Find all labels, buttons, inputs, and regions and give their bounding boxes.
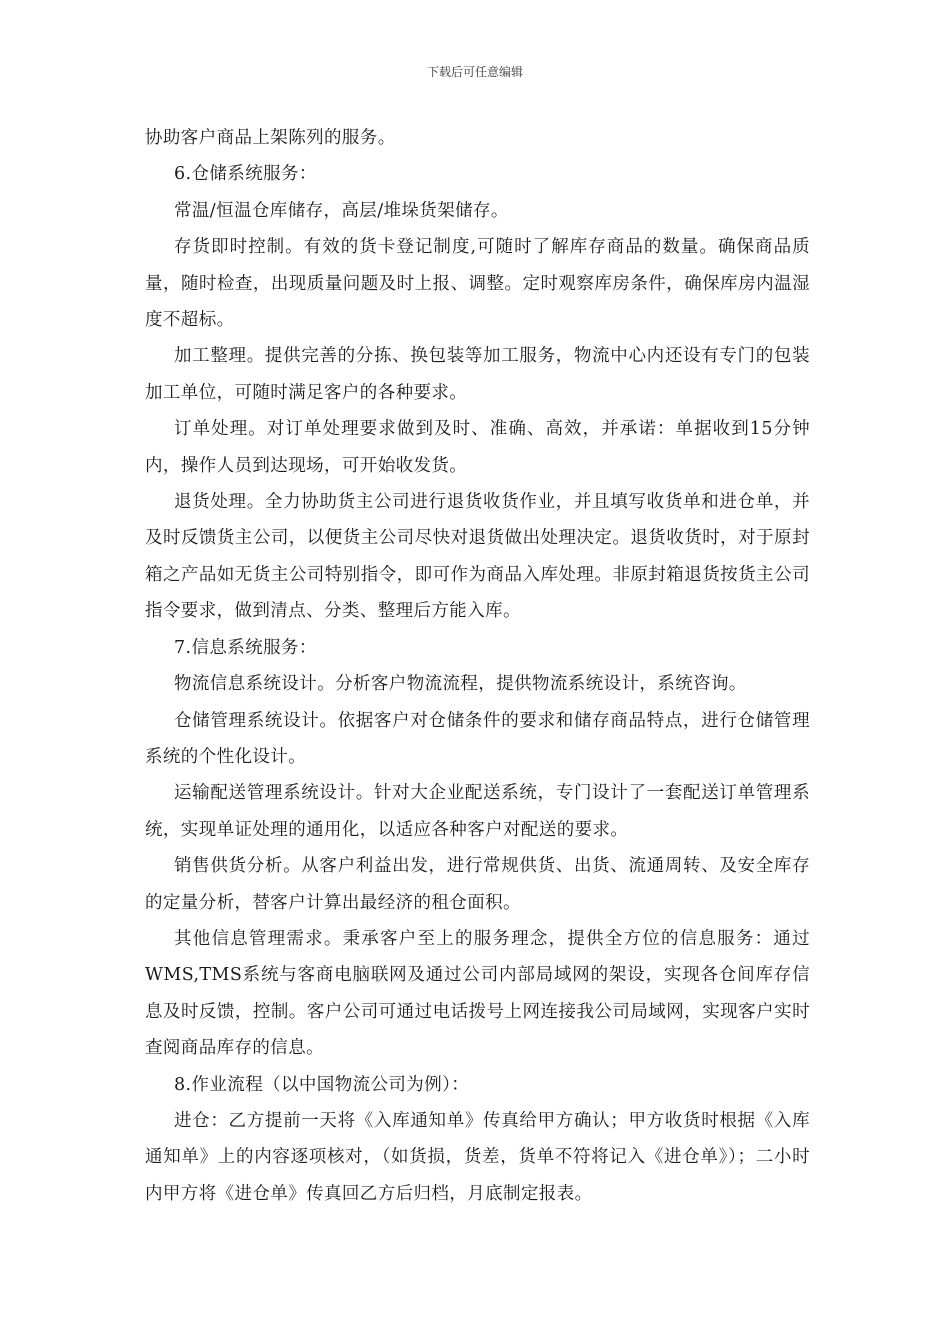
paragraph: 仓储管理系统设计。依据客户对仓储条件的要求和储存商品特点，进行仓储管理系统的个性化设计。 bbox=[145, 710, 810, 767]
paragraph: 存货即时控制。有效的货卡登记制度,可随时了解库存商品的数量。确保商品质量，随时检查，出现质量问题及时上报、调整。定时观察库房条件，确保库房内温湿度不超标。 bbox=[145, 237, 810, 331]
section-heading: 6.仓储系统服务： bbox=[174, 164, 317, 185]
section-heading: 8.作业流程（以中国物流公司为例）： bbox=[174, 1074, 470, 1095]
paragraph: 销售供货分析。从客户利益出发，进行常规供货、出货、流通周转、及安全库存的定量分析，替客户计算出最经济的租仓面积。 bbox=[145, 856, 810, 913]
page-header: 下载后可任意编辑 bbox=[426, 65, 523, 79]
paragraph: 运输配送管理系统设计。针对大企业配送系统，专门设计了一套配送订单管理系统，实现单证处理的通用化，以适应各种客户对配送的要求。 bbox=[145, 783, 810, 840]
paragraph: 物流信息系统设计。分析客户物流流程，提供物流系统设计，系统咨询。 bbox=[174, 674, 747, 695]
section-heading: 7.信息系统服务： bbox=[174, 637, 317, 658]
paragraph: 加工整理。提供完善的分拣、换包装等加工服务，物流中心内还设有专门的包装加工单位，可随时满足客户的各种要求。 bbox=[145, 346, 810, 403]
paragraph: 协助客户商品上架陈列的服务。 bbox=[145, 128, 396, 148]
paragraph: 退货处理。全力协助货主公司进行退货收货作业，并且填写收货单和进仓单，并及时反馈货主公司，以便货主公司尽快对退货做出处理决定。退货收货时，对于原封箱之产品如无货主公司特别指令，即可作为商品入库处理。非原封箱退货按货主公司指令要求，做到清点、分类、整理后方能入库。 bbox=[145, 492, 810, 622]
paragraph: 订单处理。对订单处理要求做到及时、准确、高效，并承诺：单据收到15分钟内，操作人员到达现场，可开始收发货。 bbox=[145, 419, 810, 476]
document-body bbox=[145, 120, 810, 1212]
paragraph: 其他信息管理需求。秉承客户至上的服务理念，提供全方位的信息服务：通过WMS,TMS系统与客商电脑联网及通过公司内部局域网的架设，实现各仓间库存信息及时反馈，控制。客户公司可通过电话拨号上网连接我公司局域网，实现客户实时查阅商品库存的信息。 bbox=[145, 928, 810, 1059]
paragraph: 常温/恒温仓库储存，高层/堆垛货架储存。 bbox=[174, 200, 509, 221]
paragraph: 进仓：乙方提前一天将《入库通知单》传真给甲方确认；甲方收货时根据《入库通知单》上的内容逐项核对，（如货损，货差，货单不符将记入《进仓单》）；二小时内甲方将《进仓单》传真回乙方后归档，月底制定报表。 bbox=[145, 1110, 810, 1204]
